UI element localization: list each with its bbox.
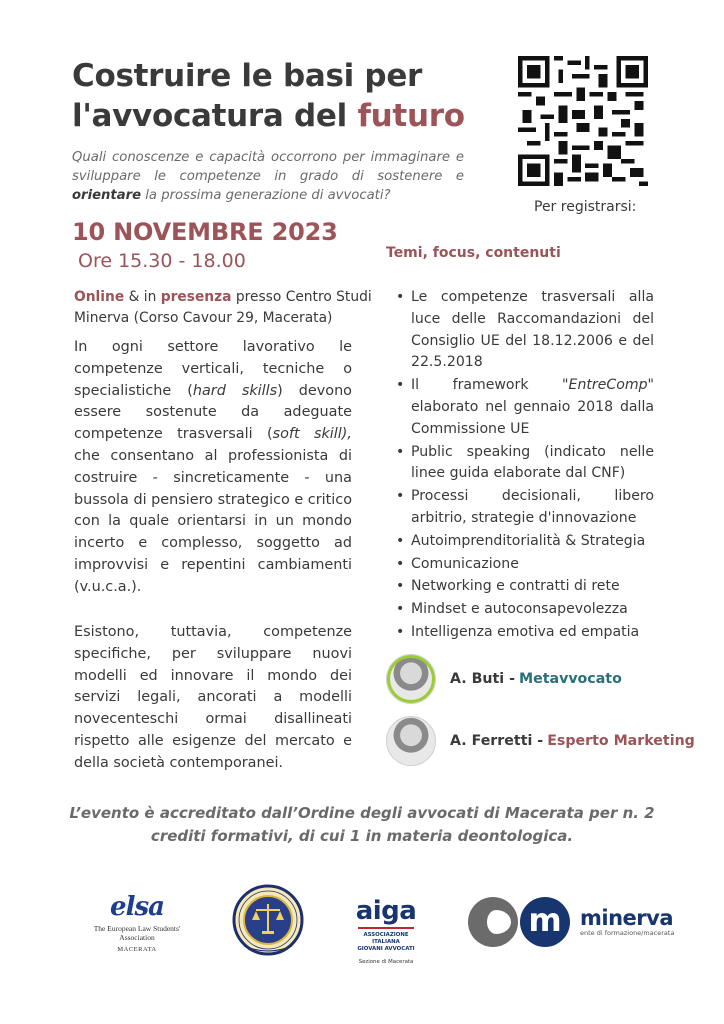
title-accent: futuro	[357, 98, 465, 134]
title-line-2-prefix: l'avvocatura del	[72, 98, 358, 134]
event-location	[74, 287, 374, 329]
entrecomp-italic: EntreComp	[568, 377, 648, 394]
speaker-role: Esperto Marketing	[547, 733, 695, 749]
speaker-ferretti	[386, 716, 695, 766]
location-rest: presso Centro Studi Minerva (Corso Cavour 29, Macerata)	[74, 289, 372, 326]
elsa-mark: elsa	[110, 892, 164, 922]
list-item: • Mindset e autoconsapevolezza	[394, 599, 654, 621]
qr-code-icon[interactable]	[518, 56, 648, 186]
p1-soft-skill: soft skill),	[272, 426, 352, 443]
avatar	[386, 654, 436, 704]
minerva-m-icon: m	[520, 897, 570, 947]
p1-hard-skills: hard skills	[192, 382, 278, 399]
second-paragraph: Esistono, tuttavia, competenze specifiche, per sviluppare nuovi modelli ed innovare il mondo dei servizi legali, ancorati a modelli novecenteschi ormai disallineati rispetto alle esigenze del mercato e della società contemporanei.	[74, 624, 352, 771]
list-item: • Processi decisionali, libero arbitrio, strategie d'innovazione	[394, 486, 654, 530]
list-item: • Autoimprenditorialità & Strategia	[394, 531, 654, 553]
title-line-1: Costruire le basi per	[72, 58, 423, 94]
p1-part-c: che consentano al professionista di costruire - sincreticamente - una bussola di pensiero strategico e critico con la quale orientarsi in un mondo incerto e complesso, soggetto ad improvvisi e repentini cambiamenti (v.u.c.a.).	[74, 447, 352, 595]
aiga-mark: aiga	[355, 896, 417, 926]
aiga-divider	[358, 927, 414, 929]
ordine-avvocati-seal-icon	[232, 884, 304, 956]
themes-title: Temi, focus, contenuti	[386, 245, 561, 261]
aiga-sub-3: Sezione di Macerata	[358, 959, 414, 965]
subtitle	[72, 148, 464, 205]
speaker-role: Metavvocato	[518, 671, 622, 687]
subtitle-bold: orientare	[72, 188, 142, 203]
list-item: • Networking e contratti di rete	[394, 576, 654, 598]
accreditation-note: L’evento è accreditato dall’Ordine degli avvocati di Macerata per n. 2 crediti formativi, di cui 1 in materia deontologica.	[69, 804, 655, 845]
page-title	[72, 56, 492, 136]
list-item: • Public speaking (indicato nelle linee guida elaborate dal CNF)	[394, 442, 654, 486]
subtitle-part-1: Quali conoscenze e capacità occorrono per immaginare e sviluppare le competenze in grado di sostenere e	[72, 150, 464, 184]
location-online: Online	[74, 289, 125, 305]
subtitle-part-2: la prossima generazione di avvocati?	[141, 188, 391, 203]
aiga-sub-1: ASSOCIAZIONE ITALIANA	[363, 932, 409, 945]
minerva-r-icon	[468, 897, 518, 947]
title-line-2	[72, 96, 492, 136]
p1-part-b: ) devono essere sostenute da adeguate competenze trasversali (	[74, 382, 352, 443]
list-item: • Intelligenza emotiva ed empatia	[394, 622, 654, 644]
register-label: Per registrarsi:	[534, 199, 637, 215]
speaker-name: A. Ferretti -	[450, 733, 544, 749]
location-and: & in	[124, 289, 161, 305]
avatar	[386, 716, 436, 766]
event-date: 10 NOVEMBRE 2023	[72, 218, 338, 246]
elsa-subtitle: The European Law Students' Association	[93, 924, 181, 942]
aiga-sub-2: GIOVANI AVVOCATI	[357, 946, 415, 952]
location-presence: presenza	[160, 289, 232, 305]
event-time: Ore 15.30 - 18.00	[78, 250, 246, 272]
list-item: • Comunicazione	[394, 554, 654, 576]
intro-paragraph	[74, 337, 352, 599]
themes-list	[394, 287, 654, 645]
list-item: • Il framework "EntreComp" elaborato nel gennaio 2018 dalla Commissione UE	[394, 375, 654, 440]
list-item: • Le competenze trasversali alla luce delle Raccomandazioni del Consiglio UE del 18.12.2006 e del 22.5.2018	[394, 287, 654, 374]
p1-part-a: In ogni settore lavorativo le competenze verticali, tecniche o specialistiche (	[74, 339, 352, 399]
minerva-tag: ente di formazione/macerata	[580, 929, 675, 937]
elsa-city: MACERATA	[117, 946, 157, 953]
minerva-logo	[468, 897, 674, 947]
speaker-buti	[386, 654, 622, 704]
elsa-logo	[78, 892, 196, 953]
minerva-name: minerva	[580, 906, 673, 930]
aiga-logo	[350, 898, 422, 965]
speaker-name: A. Buti -	[450, 671, 515, 687]
